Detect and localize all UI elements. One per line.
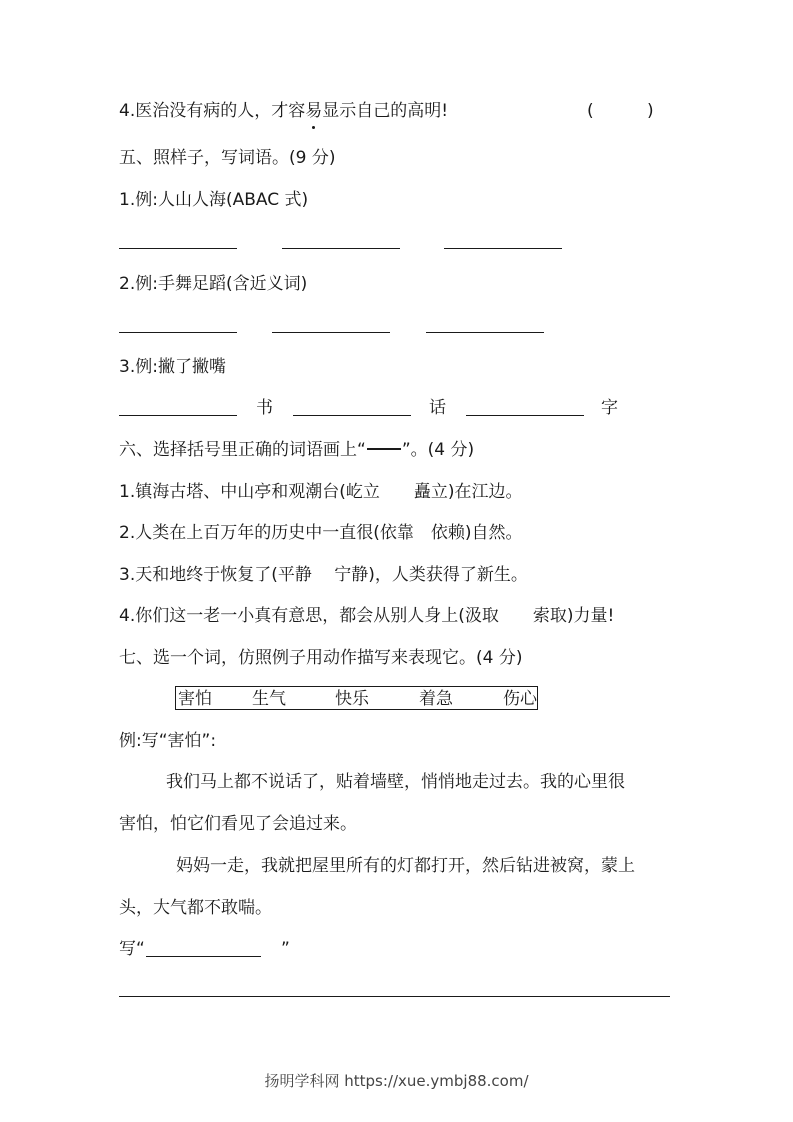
answer-blank[interactable] bbox=[119, 332, 237, 333]
answer-paren-left: ( bbox=[587, 101, 594, 121]
section-5-item-1: 1.例:人山人海(ABAC 式) bbox=[119, 190, 309, 210]
section-6-item-4: 4.你们这一老一小真有意思，都会从别人身上(汲取 索取)力量! bbox=[119, 606, 615, 626]
section-5-item-2: 2.例:手舞足蹈(含近义词) bbox=[119, 274, 308, 294]
write-label-open: 写“ bbox=[119, 939, 145, 959]
answer-blank[interactable] bbox=[426, 332, 544, 333]
fill-char-zi: 字 bbox=[601, 398, 618, 418]
footer-watermark: 扬明学科网 https://xue.ymbj88.com/ bbox=[264, 1072, 529, 1090]
section-7-heading: 七、选一个词，仿照例子用动作描写来表现它。(4 分) bbox=[119, 648, 523, 668]
word-choice-box bbox=[175, 686, 538, 710]
section-5-heading: 五、照样子，写词语。(9 分) bbox=[119, 148, 336, 168]
example-label: 例:写“害怕”: bbox=[119, 731, 217, 751]
example-paragraph-1-line-2: 害怕，怕它们看见了会追过来。 bbox=[119, 814, 357, 834]
answer-blank[interactable] bbox=[119, 248, 237, 249]
answer-blank[interactable] bbox=[293, 415, 411, 416]
answer-blank[interactable] bbox=[272, 332, 390, 333]
word-blank[interactable] bbox=[146, 956, 261, 957]
example-paragraph-2-line-1: 妈妈一走，我就把屋里所有的灯都打开，然后钻进被窝，蒙上 bbox=[176, 856, 635, 876]
answer-blank[interactable] bbox=[282, 248, 400, 249]
section-6-item-1: 1.镇海古塔、中山亭和观潮台(屹立 矗立)在江边。 bbox=[119, 482, 523, 502]
answer-paren-right: ) bbox=[647, 101, 654, 121]
fill-char-shu: 书 bbox=[256, 398, 273, 418]
section-6-heading: 六、选择括号里正确的词语画上“ ”。(4 分) bbox=[119, 440, 475, 460]
fill-char-hua: 话 bbox=[429, 398, 446, 418]
section-6-item-2: 2.人类在上百万年的历史中一直很(依靠 依赖)自然。 bbox=[119, 523, 523, 543]
underline-mark bbox=[367, 448, 401, 450]
answer-blank[interactable] bbox=[466, 415, 584, 416]
word-option[interactable]: 害怕 bbox=[178, 689, 212, 709]
example-paragraph-1-line-1: 我们马上都不说话了，贴着墙壁，悄悄地走过去。我的心里很 bbox=[166, 772, 625, 792]
emphasis-dot-char: 易 bbox=[305, 101, 323, 121]
word-option[interactable]: 伤心 bbox=[503, 689, 537, 709]
word-option[interactable]: 快乐 bbox=[335, 689, 369, 709]
answer-blank[interactable] bbox=[444, 248, 562, 249]
section-5-item-3: 3.例:撇了撇嘴 bbox=[119, 357, 226, 377]
writing-line[interactable] bbox=[119, 996, 670, 997]
answer-blank[interactable] bbox=[119, 415, 237, 416]
write-label-close: ” bbox=[281, 939, 290, 959]
example-paragraph-2-line-2: 头，大气都不敢喘。 bbox=[119, 898, 272, 918]
word-option[interactable]: 生气 bbox=[252, 689, 286, 709]
section-6-item-3: 3.天和地终于恢复了(平静 宁静)，人类获得了新生。 bbox=[119, 565, 528, 585]
question-4-text: 4.医治没有病的人，才容易显示自己的高明! bbox=[119, 101, 449, 121]
word-option[interactable]: 着急 bbox=[419, 689, 453, 709]
